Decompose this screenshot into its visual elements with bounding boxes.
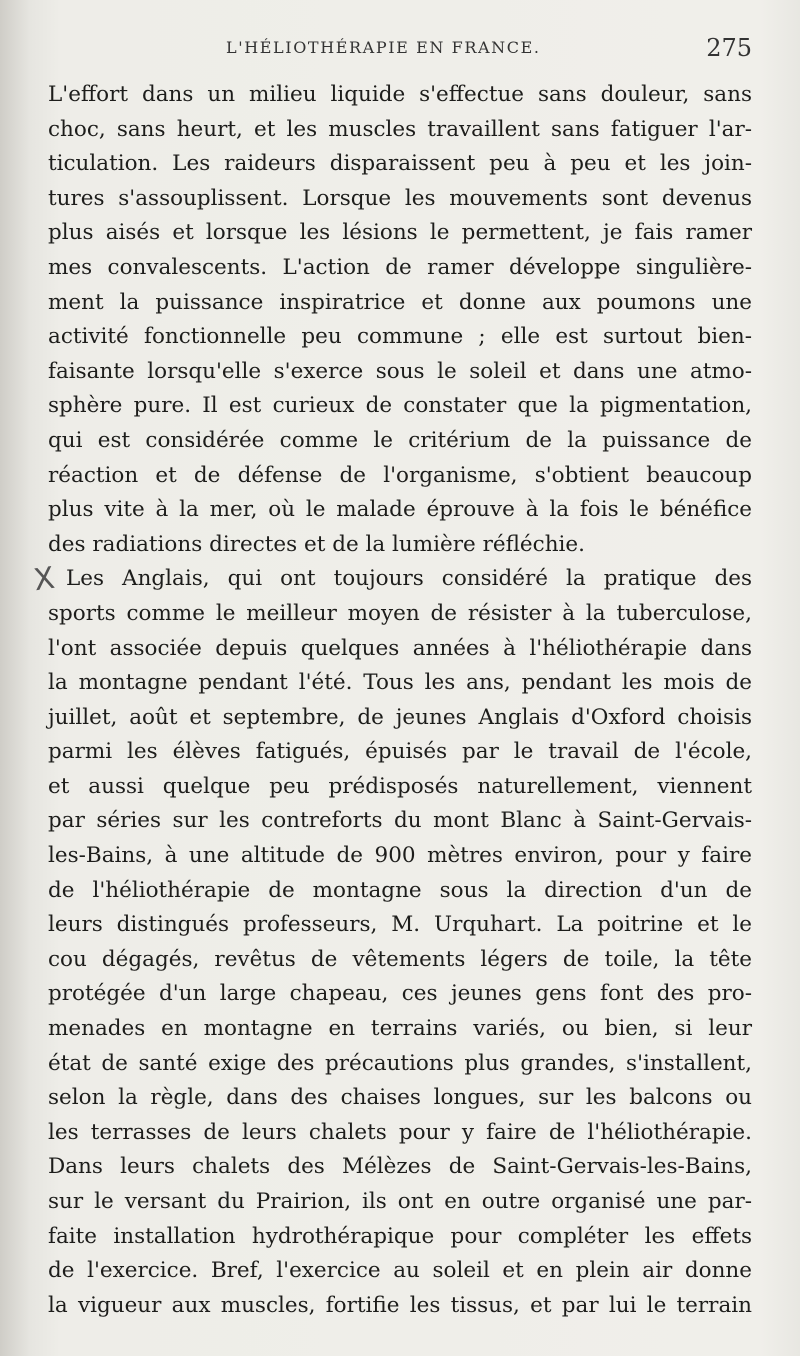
text-line: ticulation. Les raideurs disparaissent peu à peu et les join- <box>48 151 752 177</box>
text-line: l'ont associée depuis quelques années à l'héliothérapie dans <box>48 635 752 661</box>
text-line: les-Bains, à une altitude de 900 mètres environ, pour y faire <box>48 843 752 869</box>
body-text <box>48 78 752 1323</box>
text-line: de l'héliothérapie de montagne sous la direction d'un de <box>48 877 752 903</box>
text-line: sports comme le meilleur moyen de résister à la tuberculose, <box>48 600 752 626</box>
text-line: qui est considérée comme le critérium de la puissance de <box>48 427 752 453</box>
text-line: plus vite à la mer, où le malade éprouve à la fois le bénéfice <box>48 497 752 523</box>
text-line: plus aisés et lorsque les lésions le permettent, je fais ramer <box>48 220 752 246</box>
text-line: mes convalescents. L'action de ramer développe singulière- <box>48 254 752 280</box>
text-line: et aussi quelque peu prédisposés naturellement, viennent <box>48 773 752 799</box>
text-line: Dans leurs chalets des Mélèzes de Saint-Gervais-les-Bains, <box>48 1154 752 1180</box>
text-line: ment la puissance inspiratrice et donne aux poumons une <box>48 289 752 315</box>
text-line: de l'exercice. Bref, l'exercice au soleil et en plein air donne <box>48 1258 752 1284</box>
text-line: état de santé exige des précautions plus grandes, s'installent, <box>48 1050 752 1076</box>
handwritten-margin-mark: X <box>31 560 57 599</box>
text-line: des radiations directes et de la lumière réfléchie. <box>48 531 585 557</box>
text-line: faisante lorsqu'elle s'exerce sous le soleil et dans une atmo- <box>48 358 752 384</box>
text-line: la montagne pendant l'été. Tous les ans, pendant les mois de <box>48 670 752 696</box>
text-line: juillet, août et septembre, de jeunes Anglais d'Oxford choisis <box>48 704 752 730</box>
text-line: Les Anglais, qui ont toujours considéré la pratique des <box>66 566 752 592</box>
text-line: menades en montagne en terrains variés, ou bien, si leur <box>48 1016 752 1042</box>
page-number: 275 <box>706 34 752 62</box>
text-line: les terrasses de leurs chalets pour y faire de l'héliothérapie. <box>48 1119 752 1145</box>
text-line: tures s'assouplissent. Lorsque les mouvements sont devenus <box>48 185 752 211</box>
text-line: cou dégagés, revêtus de vêtements légers de toile, la tête <box>48 946 752 972</box>
text-line: par séries sur les contreforts du mont Blanc à Saint-Gervais- <box>48 808 752 834</box>
text-line: la vigueur aux muscles, fortifie les tissus, et par lui le terrain <box>48 1292 752 1318</box>
text-line: selon la règle, dans des chaises longues, sur les balcons ou <box>48 1085 752 1111</box>
page-header <box>48 34 760 68</box>
text-line: réaction et de défense de l'organisme, s'obtient beaucoup <box>48 462 752 488</box>
running-title: L'HÉLIOTHÉRAPIE EN FRANCE. <box>226 38 541 57</box>
text-line: L'effort dans un milieu liquide s'effectue sans douleur, sans <box>48 82 752 107</box>
text-line: sur le versant du Prairion, ils ont en outre organisé une par- <box>48 1189 752 1214</box>
text-line: activité fonctionnelle peu commune ; elle est surtout bien- <box>48 324 752 350</box>
text-line: protégée d'un large chapeau, ces jeunes gens font des pro- <box>48 981 752 1007</box>
text-line: parmi les élèves fatigués, épuisés par le travail de l'école, <box>48 739 752 765</box>
text-line: choc, sans heurt, et les muscles travaillent sans fatiguer l'ar- <box>48 116 752 142</box>
text-line: faite installation hydrothérapique pour compléter les effets <box>48 1223 752 1249</box>
text-line: sphère pure. Il est curieux de constater que la pigmentation, <box>48 393 752 419</box>
text-line: leurs distingués professeurs, M. Urquhart. La poitrine et le <box>48 912 752 938</box>
